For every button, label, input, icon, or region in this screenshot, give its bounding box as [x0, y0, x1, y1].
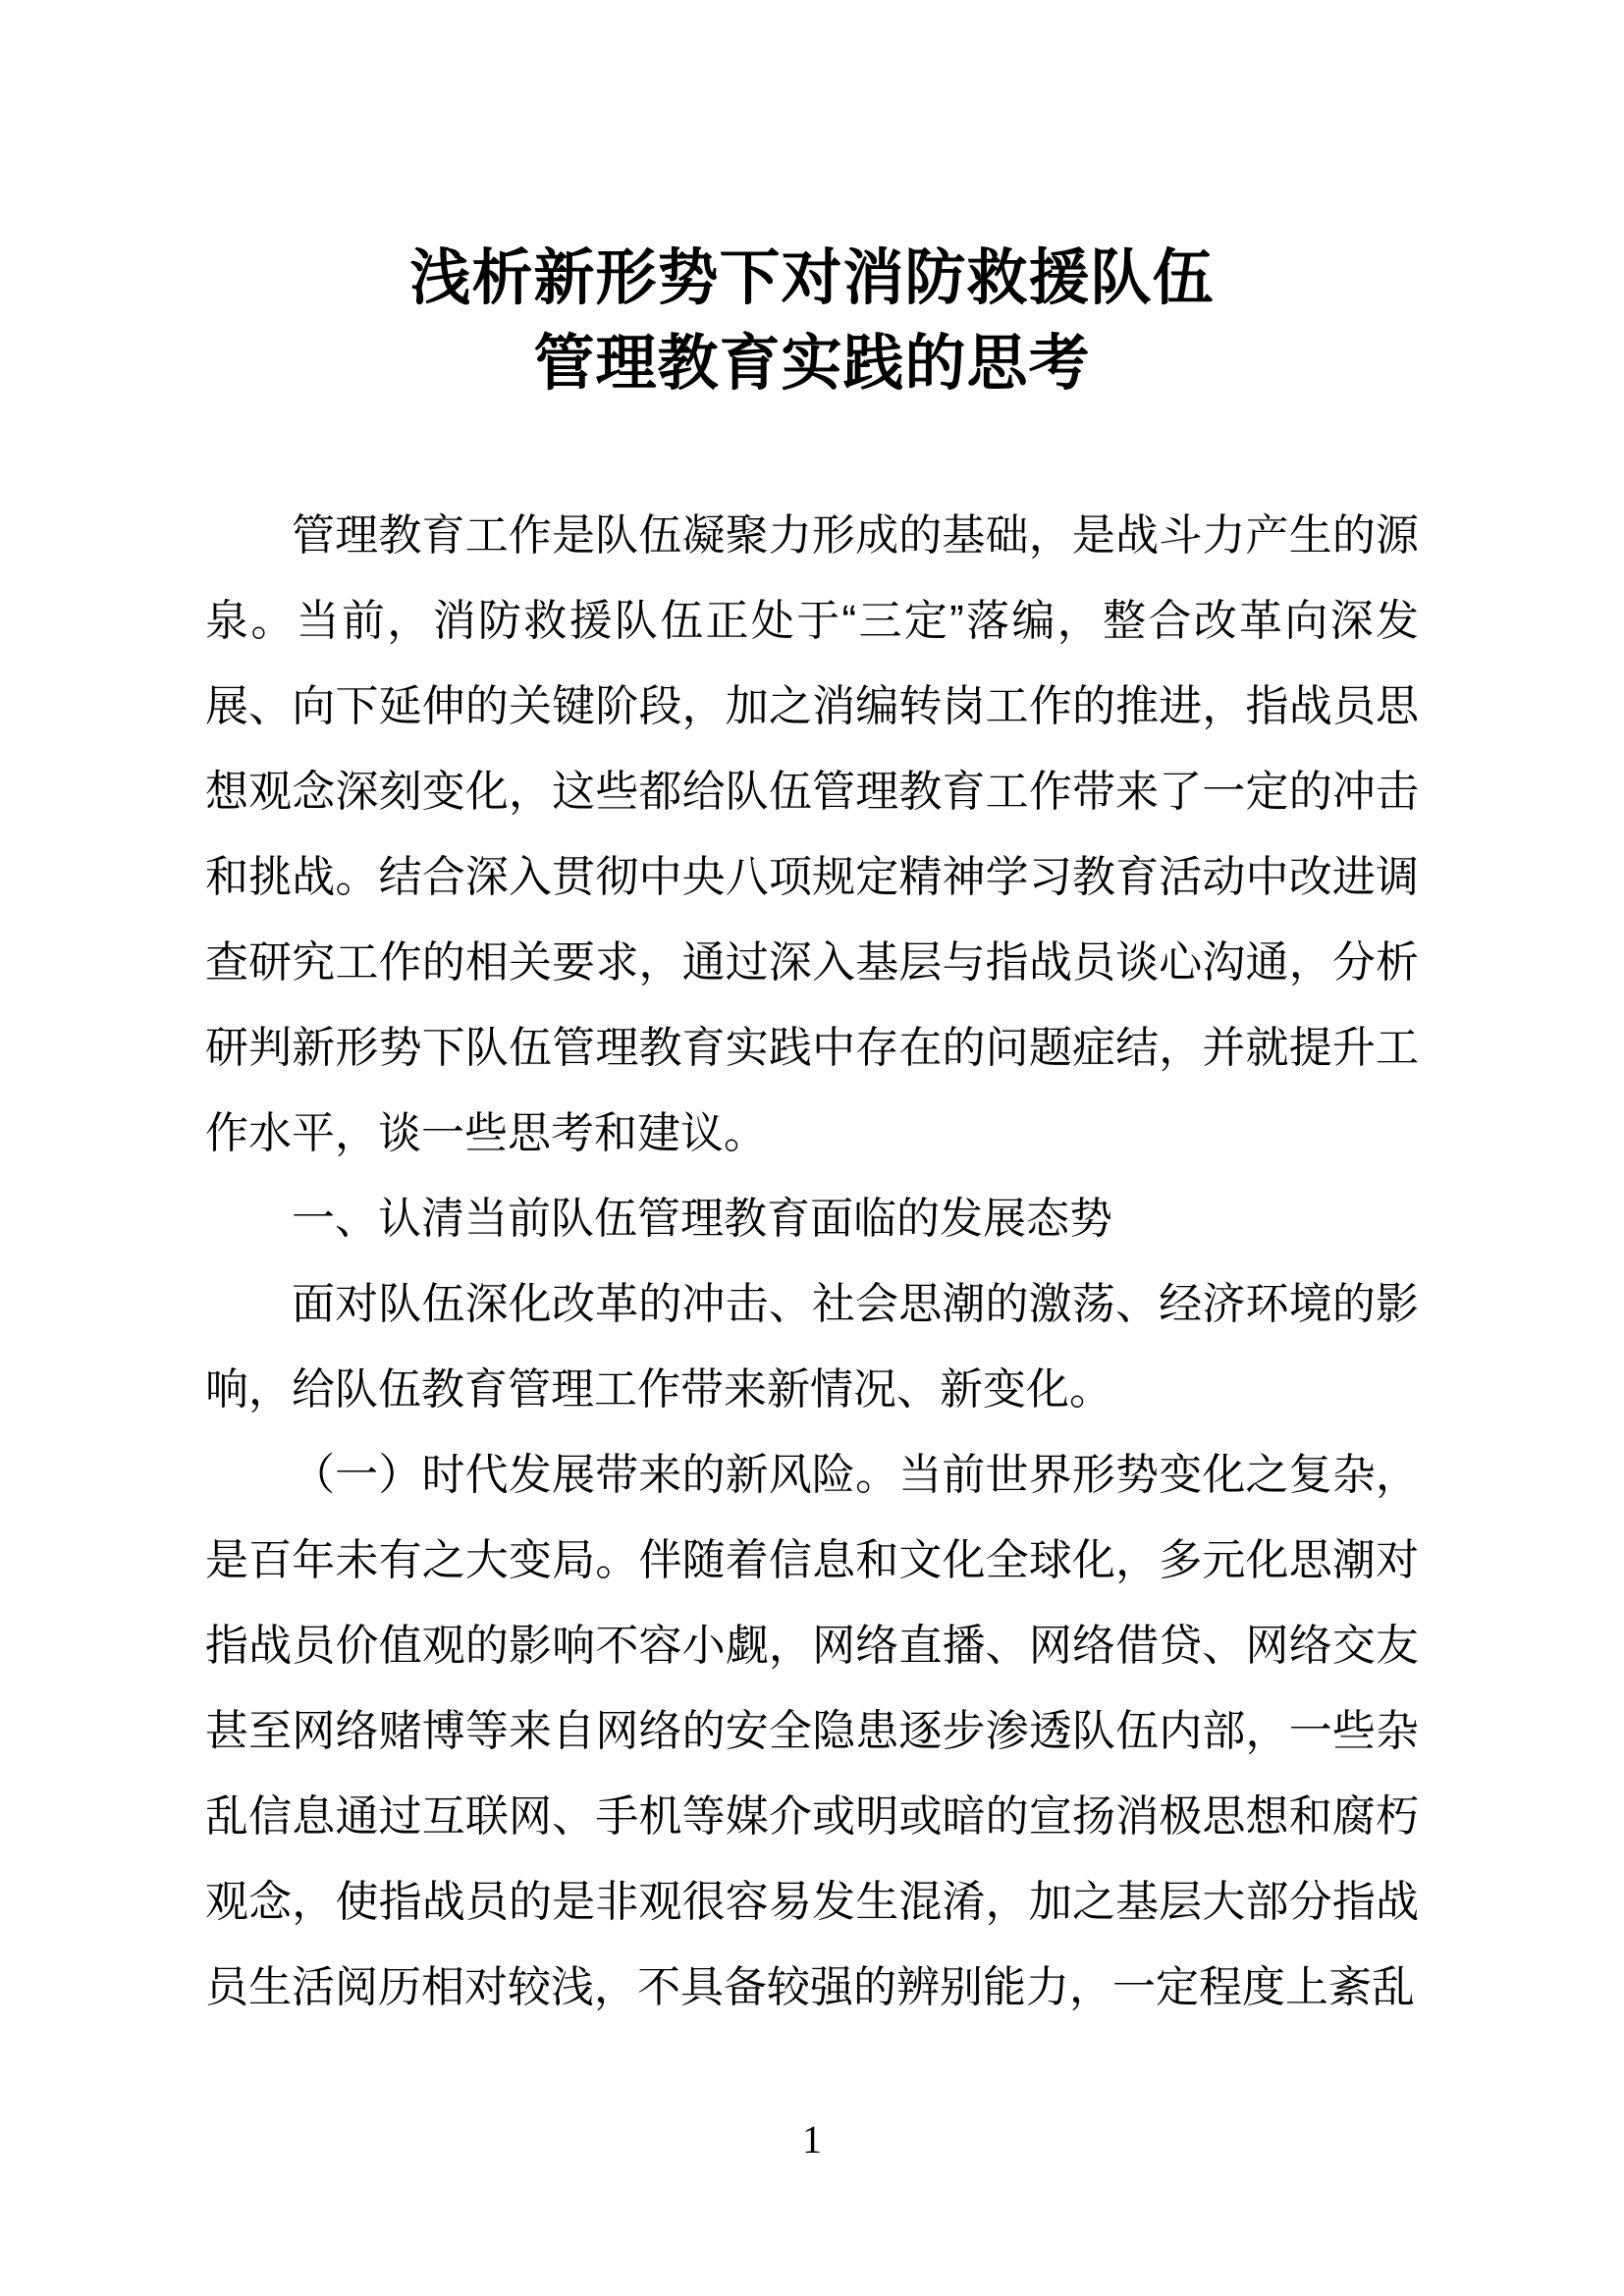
- section-heading-1: 一、认清当前队伍管理教育面临的发展态势: [292, 1195, 1112, 1243]
- document-title: [118, 0, 1506, 406]
- paragraph-intro: 管理教育工作是队伍凝聚力形成的基础，是战斗力产生的源泉。当前，消防救援队伍正处于“三定”落编，整合改革向深发展、向下延伸的关键阶段，加之消编转岗工作的推进，指战员思想观念深刻变化，这些都给队伍管理教育工作带来了一定的冲击和挑战。结合深入贯彻中央八项规定精神学习教育活动中改进调查研究工作的相关要求，通过深入基层与指战员谈心沟通，分析研判新形势下队伍管理教育实践中存在的问题症结，并就提升工作水平，谈一些思考和建议。: [205, 511, 1419, 1157]
- document-title-line-2: 管理教育实践的思考: [533, 330, 1091, 398]
- page-number: 1: [802, 2117, 822, 2162]
- document-body: [205, 493, 1419, 2030]
- paragraph-section-1-lead: 面对队伍深化改革的冲击、社会思潮的激荡、经济环境的影响，给队伍教育管理工作带来新情况、新变化。: [205, 1280, 1419, 1414]
- document-title-line-1: 浅析新形势下对消防救援队伍: [409, 244, 1215, 312]
- paragraph-subsection-1: （一）时代发展带来的新风险。当前世界形势变化之复杂，是百年未有之大变局。伴随着信息和文化全球化，多元化思潮对指战员价值观的影响不容小觑，网络直播、网络借贷、网络交友甚至网络赌博等来自网络的安全隐患逐步渗透队伍内部，一些杂乱信息通过互联网、手机等媒介或明或暗的宣扬消极思想和腐朽观念，使指战员的是非观很容易发生混淆，加之基层大部分指战员生活阅历相对较浅，不具备较强的辨别能力，一定程度上紊乱: [205, 1451, 1419, 2011]
